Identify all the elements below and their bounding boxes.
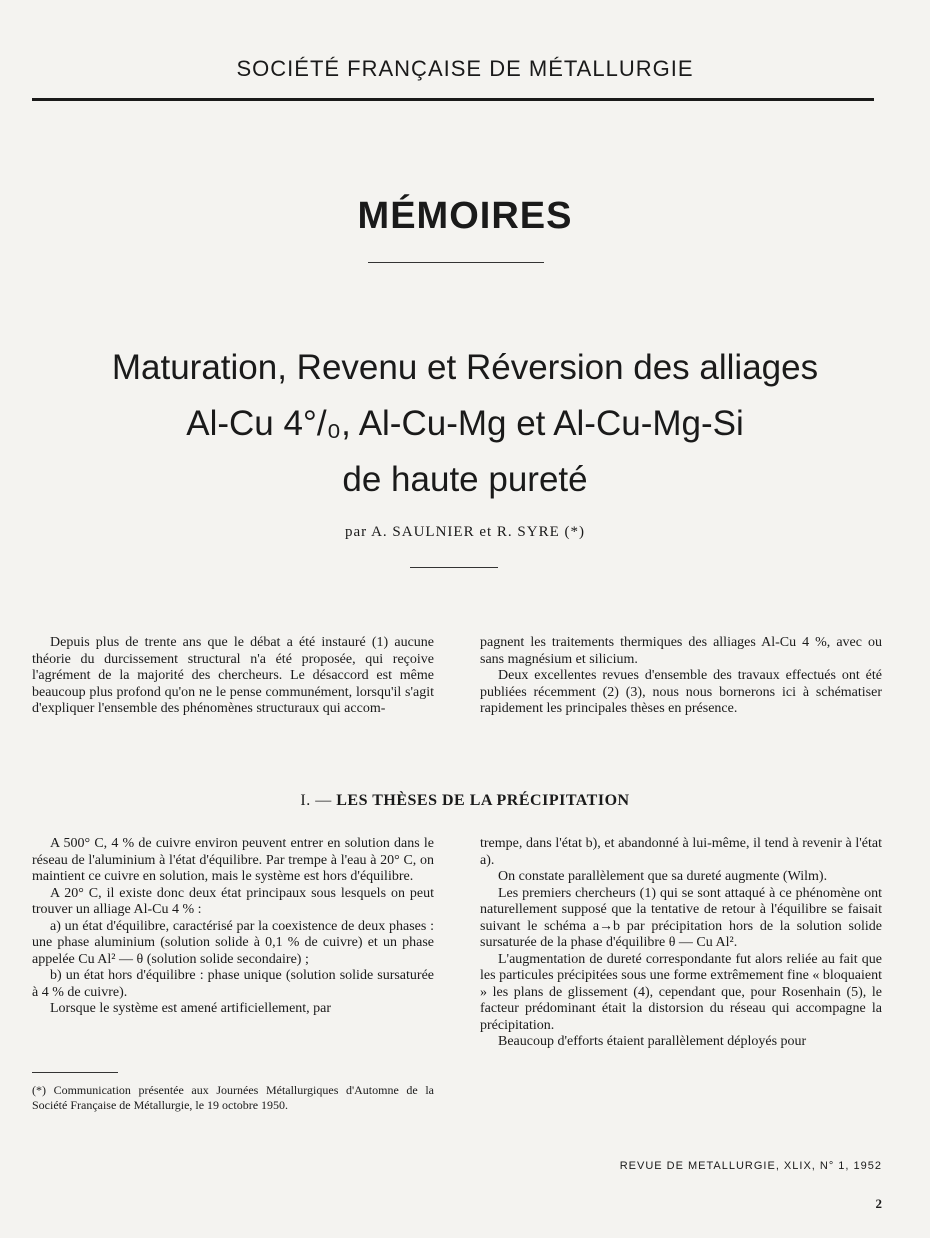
intro-column-left xyxy=(32,635,434,718)
section-title: LES THÈSES DE LA PRÉCIPITATION xyxy=(336,792,630,809)
paragraph: A 500° C, 4 % de cuivre environ peuvent entrer en solution dans le réseau de l'aluminium à l'état d'équilibre. Par trempe à l'eau à 20° C, on maintient ce cuivre en solution, mais le système est hors d'équilibre. xyxy=(32,836,434,884)
divider xyxy=(410,567,498,568)
header-rule xyxy=(32,98,874,101)
paragraph: On constate parallèlement que sa dureté augmente (Wilm). xyxy=(498,869,828,884)
body-column-right xyxy=(480,836,882,1051)
paragraph: L'augmentation de dureté correspondante fut alors reliée au fait que les particules précipitées sous une forme extrêmement fine « bloquaient » les plans de glissement (4), cependant que, pour Rosenhain (5), le facteur prédominant était la distorsion du réseau qui accompagne la précipitation. xyxy=(480,951,882,1033)
section-label: MÉMOIRES xyxy=(357,195,573,237)
paragraph: Les premiers chercheurs (1) qui se sont attaqué à ce phénomène ont naturellement supposé que la tentative de retour à l'équilibre se faisait suivant le schéma a→b par précipitation hors de la solution solide sursaturée de la phase d'équilibre θ — Cu Al². xyxy=(480,885,882,950)
byline: par A. SAULNIER et R. SYRE (*) xyxy=(345,524,585,540)
divider xyxy=(368,262,544,263)
paragraph: b) un état hors d'équilibre : phase unique (solution solide sursaturée à 4 % de cuivre). xyxy=(32,968,434,1000)
paragraph: a) un état d'équilibre, caractérisé par la coexistence de deux phases : une phase aluminium (solution solide à 0,1 % de cuivre) et un phase appelée Cu Al² — θ (solution solide secondaire) ; xyxy=(32,918,434,967)
body-column-left xyxy=(32,836,434,1018)
journal-reference: REVUE DE METALLURGIE, XLIX, N° 1, 1952 xyxy=(619,1160,882,1172)
paragraph: A 20° C, il existe donc deux état principaux sous lesquels on peut trouver un alliage Al-Cu 4 % : xyxy=(32,885,434,917)
footnote-rule xyxy=(32,1072,118,1073)
section-number: I. — xyxy=(300,792,332,809)
title-line: Maturation, Revenu et Réversion des alliages xyxy=(111,348,819,387)
paragraph: Beaucoup d'efforts étaient parallèlement déployés pour xyxy=(498,1034,807,1049)
section-heading xyxy=(0,792,930,810)
paragraph: Depuis plus de trente ans que le débat a été instauré (1) aucune théorie du durcissement structural n'a été proposée, qui reçoive l'agrément de la majorité des chercheurs. Le désaccord est même beaucoup plus profond qu'on ne le pense communément, lorsqu'il s'agit d'expliquer l'ensemble des phénomènes structuraux qui accom- xyxy=(32,635,434,716)
paragraph: Lorsque le système est amené artificiellement, par xyxy=(50,1001,332,1016)
society-header: SOCIÉTÉ FRANÇAISE DE MÉTALLURGIE xyxy=(236,56,694,81)
paragraph: trempe, dans l'état b), et abandonné à lui-même, il tend à revenir à l'état a). xyxy=(480,836,882,868)
paragraph: Deux excellentes revues d'ensemble des travaux effectués ont été publiées récemment (2) (3), nous nous bornerons ici à schématiser rapidement les principales thèses en présence. xyxy=(480,668,882,716)
intro-column-right xyxy=(480,635,882,718)
title-line: de haute pureté xyxy=(342,460,588,499)
article-title xyxy=(10,340,920,508)
title-line: Al-Cu 4°/₀, Al-Cu-Mg et Al-Cu-Mg-Si xyxy=(186,404,744,443)
paragraph: pagnent les traitements thermiques des alliages Al-Cu 4 %, avec ou sans magnésium et silicium. xyxy=(480,635,882,667)
page-number: 2 xyxy=(875,1196,882,1211)
footnote: (*) Communication présentée aux Journées Métallurgiques d'Automne de la Société Française de Métallurgie, le 19 octobre 1950. xyxy=(32,1083,434,1112)
